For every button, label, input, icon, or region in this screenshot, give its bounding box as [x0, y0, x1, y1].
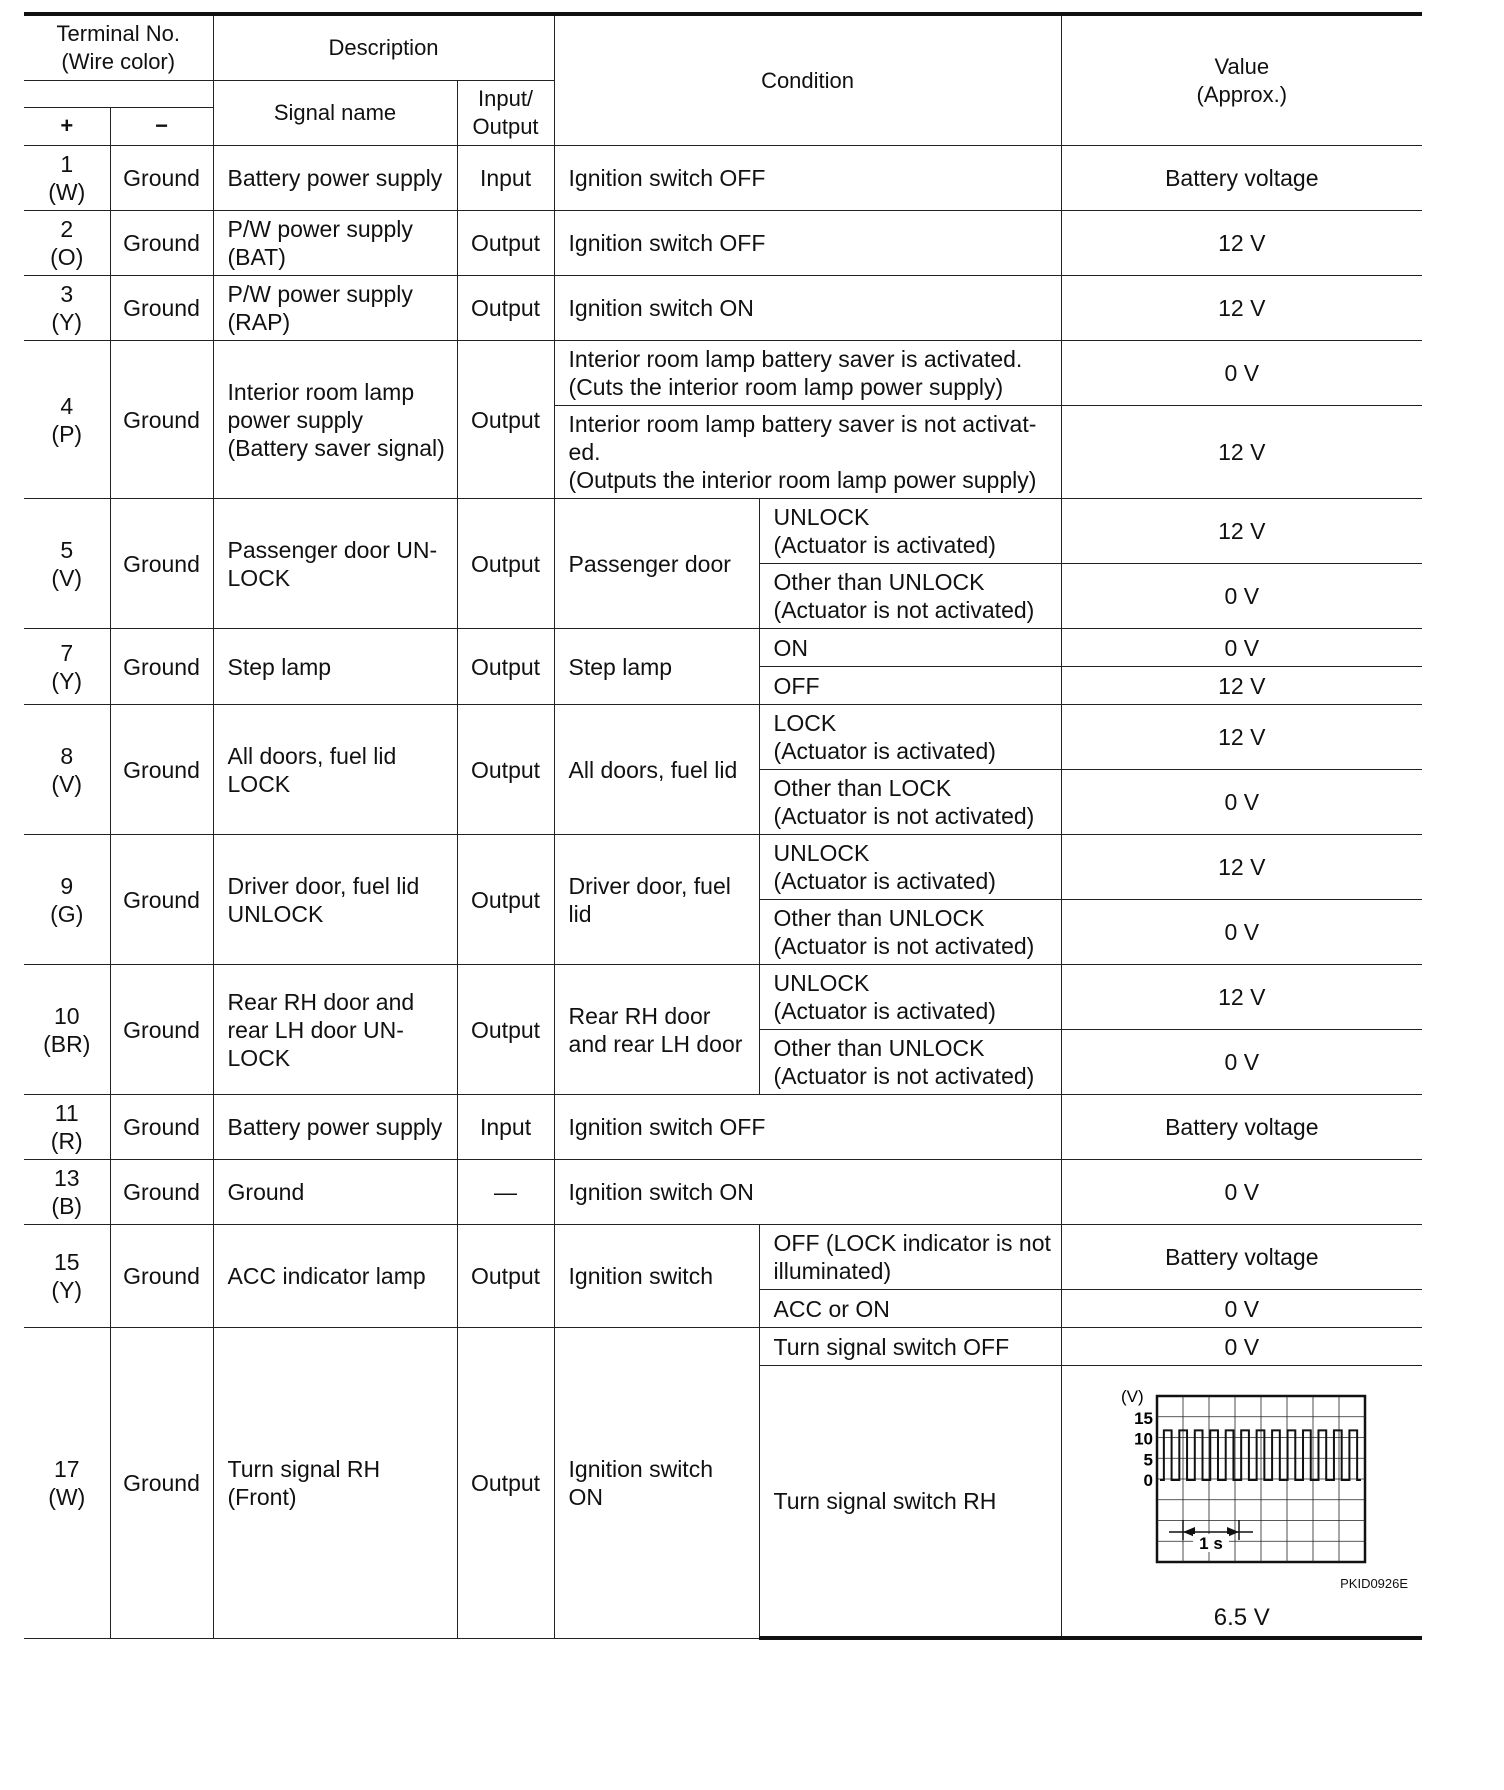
- value: 0 V: [1061, 341, 1422, 406]
- condition: Ignition switch OFF: [554, 146, 1061, 211]
- minus-terminal: Ground: [110, 629, 213, 705]
- input-output: Output: [457, 1225, 554, 1328]
- table-row: [24, 965, 1422, 1030]
- terminal-number: 4 (P): [24, 341, 110, 499]
- condition-detail: UNLOCK (Actuator is activated): [759, 499, 1061, 564]
- terminal-number: 10 (BR): [24, 965, 110, 1095]
- table-row: [24, 276, 1422, 341]
- terminal-number: 8 (V): [24, 705, 110, 835]
- condition-detail: Other than UNLOCK (Actuator is not activated): [759, 1030, 1061, 1095]
- condition: Ignition switch OFF: [554, 1095, 1061, 1160]
- condition-detail: Interior room lamp battery saver is not activat- ed. (Outputs the interior room lamp power supply): [554, 406, 1061, 499]
- condition-group: All doors, fuel lid: [554, 705, 759, 835]
- condition-detail: OFF: [759, 667, 1061, 705]
- condition: Ignition switch OFF: [554, 211, 1061, 276]
- table-row: [24, 1095, 1422, 1160]
- condition-detail: Turn signal switch RH: [759, 1366, 1061, 1639]
- condition-group: Driver door, fuel lid: [554, 835, 759, 965]
- input-output: Output: [457, 341, 554, 499]
- input-output: Output: [457, 1328, 554, 1639]
- value: 12 V: [1061, 835, 1422, 900]
- terminal-number: 17 (W): [24, 1328, 110, 1639]
- condition-group: Ignition switch: [554, 1225, 759, 1328]
- signal-name: P/W power supply (RAP): [213, 276, 457, 341]
- terminal-number: 11 (R): [24, 1095, 110, 1160]
- table-row: [24, 1225, 1422, 1290]
- terminal-header-spacer: [24, 81, 213, 108]
- period-label: 1 s: [1198, 1534, 1223, 1553]
- value: 0 V: [1061, 1328, 1422, 1366]
- value-header: Value (Approx.): [1061, 14, 1422, 146]
- input-output: Output: [457, 211, 554, 276]
- y-tick-label: 15: [1133, 1409, 1153, 1428]
- input-output: Output: [457, 629, 554, 705]
- y-tick-label: 10: [1133, 1429, 1153, 1449]
- table-row: [24, 211, 1422, 276]
- minus-terminal: Ground: [110, 276, 213, 341]
- terminal-number: 2 (O): [24, 211, 110, 276]
- signal-name: Step lamp: [213, 629, 457, 705]
- minus-terminal: Ground: [110, 835, 213, 965]
- table-row: [24, 835, 1422, 900]
- value: 0 V: [1061, 564, 1422, 629]
- input-output: Output: [457, 276, 554, 341]
- signal-name: All doors, fuel lid LOCK: [213, 705, 457, 835]
- condition-detail: UNLOCK (Actuator is activated): [759, 965, 1061, 1030]
- terminal-number: 5 (V): [24, 499, 110, 629]
- value: Battery voltage: [1061, 1095, 1422, 1160]
- signal-name-header: Signal name: [213, 81, 457, 146]
- minus-terminal: Ground: [110, 499, 213, 629]
- terminal-number: 15 (Y): [24, 1225, 110, 1328]
- value: 12 V: [1061, 211, 1422, 276]
- condition-detail: UNLOCK (Actuator is activated): [759, 835, 1061, 900]
- condition-detail: OFF (LOCK indicator is not illuminated): [759, 1225, 1061, 1290]
- terminal-number: 7 (Y): [24, 629, 110, 705]
- y-unit-label: (V): [1120, 1387, 1144, 1406]
- waveform-value: 6.5 V: [1213, 1604, 1270, 1631]
- condition: Ignition switch ON: [554, 1160, 1061, 1225]
- value: 0 V: [1061, 900, 1422, 965]
- value: 0 V: [1061, 1030, 1422, 1095]
- input-output: Output: [457, 965, 554, 1095]
- condition-detail: Turn signal switch OFF: [759, 1328, 1061, 1366]
- signal-name: ACC indicator lamp: [213, 1225, 457, 1328]
- terminal-number: 13 (B): [24, 1160, 110, 1225]
- minus-terminal: Ground: [110, 1160, 213, 1225]
- minus-terminal: Ground: [110, 1095, 213, 1160]
- value: 0 V: [1061, 770, 1422, 835]
- table-row: [24, 1160, 1422, 1225]
- description-header: Description: [213, 14, 554, 81]
- condition-detail: Other than LOCK (Actuator is not activated): [759, 770, 1061, 835]
- value: 0 V: [1061, 1290, 1422, 1328]
- condition-group: Step lamp: [554, 629, 759, 705]
- input-output-header: Input/ Output: [457, 81, 554, 146]
- condition-detail: ACC or ON: [759, 1290, 1061, 1328]
- terminal-table: [24, 12, 1422, 1640]
- minus-terminal: Ground: [110, 146, 213, 211]
- condition-detail: ON: [759, 629, 1061, 667]
- table-row: [24, 629, 1422, 667]
- input-output: Output: [457, 835, 554, 965]
- table-row: [24, 1328, 1422, 1366]
- condition-header: Condition: [554, 14, 1061, 146]
- signal-name: Ground: [213, 1160, 457, 1225]
- condition: Ignition switch ON: [554, 276, 1061, 341]
- minus-terminal: Ground: [110, 1225, 213, 1328]
- value: 0 V: [1061, 629, 1422, 667]
- table-row: [24, 499, 1422, 564]
- signal-name: Turn signal RH (Front): [213, 1328, 457, 1639]
- table-row: [24, 705, 1422, 770]
- signal-name: Rear RH door and rear LH door UN- LOCK: [213, 965, 457, 1095]
- minus-header: −: [110, 107, 213, 145]
- figure-code: PKID0926E: [1340, 1576, 1409, 1591]
- y-tick-label: 0: [1143, 1471, 1153, 1490]
- table-row: [24, 341, 1422, 406]
- plus-header: +: [24, 107, 110, 145]
- value: 12 V: [1061, 406, 1422, 499]
- minus-terminal: Ground: [110, 965, 213, 1095]
- minus-terminal: Ground: [110, 211, 213, 276]
- table-row: [24, 146, 1422, 211]
- signal-name: P/W power supply (BAT): [213, 211, 457, 276]
- condition-detail: Interior room lamp battery saver is activated. (Cuts the interior room lamp power supply): [554, 341, 1061, 406]
- waveform-figure: [1062, 1366, 1423, 1636]
- terminal-number: 3 (Y): [24, 276, 110, 341]
- signal-name: Battery power supply: [213, 1095, 457, 1160]
- condition-group: Ignition switch ON: [554, 1328, 759, 1639]
- input-output: Input: [457, 146, 554, 211]
- input-output: Output: [457, 705, 554, 835]
- minus-terminal: Ground: [110, 341, 213, 499]
- minus-terminal: Ground: [110, 1328, 213, 1639]
- value: 12 V: [1061, 276, 1422, 341]
- condition-detail: Other than UNLOCK (Actuator is not activated): [759, 900, 1061, 965]
- signal-name: Battery power supply: [213, 146, 457, 211]
- value: Battery voltage: [1061, 1225, 1422, 1290]
- signal-name: Driver door, fuel lid UNLOCK: [213, 835, 457, 965]
- value: [1061, 1366, 1422, 1639]
- value: 12 V: [1061, 667, 1422, 705]
- value: 0 V: [1061, 1160, 1422, 1225]
- y-tick-label: 5: [1143, 1450, 1153, 1470]
- value: Battery voltage: [1061, 146, 1422, 211]
- value: 12 V: [1061, 705, 1422, 770]
- condition-group: Rear RH door and rear LH door: [554, 965, 759, 1095]
- turn-signal-waveform: [1117, 1386, 1367, 1566]
- terminal-header: Terminal No. (Wire color): [24, 14, 213, 81]
- value: 12 V: [1061, 499, 1422, 564]
- value: 12 V: [1061, 965, 1422, 1030]
- input-output: —: [457, 1160, 554, 1225]
- condition-group: Passenger door: [554, 499, 759, 629]
- input-output: Input: [457, 1095, 554, 1160]
- signal-name: Passenger door UN- LOCK: [213, 499, 457, 629]
- condition-detail: Other than UNLOCK (Actuator is not activated): [759, 564, 1061, 629]
- signal-name: Interior room lamp power supply (Battery saver signal): [213, 341, 457, 499]
- terminal-number: 9 (G): [24, 835, 110, 965]
- minus-terminal: Ground: [110, 705, 213, 835]
- condition-detail: LOCK (Actuator is activated): [759, 705, 1061, 770]
- terminal-number: 1 (W): [24, 146, 110, 211]
- input-output: Output: [457, 499, 554, 629]
